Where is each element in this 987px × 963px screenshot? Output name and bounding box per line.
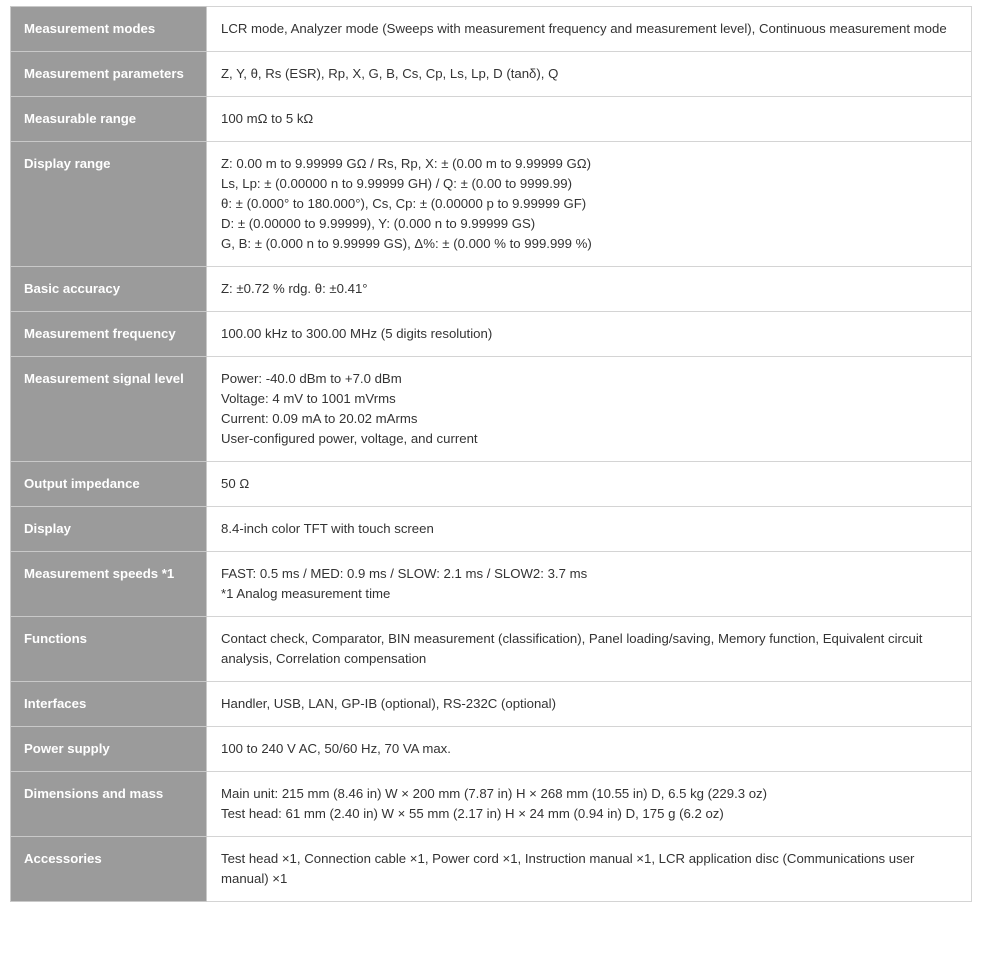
spec-value: [207, 142, 972, 267]
spec-value-line: User-configured power, voltage, and current: [221, 431, 478, 446]
spec-row-measurement-signal-level: [11, 357, 972, 462]
spec-value: [207, 462, 972, 507]
spec-value: [207, 507, 972, 552]
spec-row-measurable-range: [11, 97, 972, 142]
spec-row-dimensions-and-mass: [11, 772, 972, 837]
spec-value: [207, 727, 972, 772]
spec-value: [207, 357, 972, 462]
spec-value: [207, 267, 972, 312]
spec-row-power-supply: [11, 727, 972, 772]
spec-value: [207, 617, 972, 682]
spec-value: [207, 52, 972, 97]
spec-value: [207, 837, 972, 902]
spec-label: Measurement modes: [11, 7, 207, 52]
spec-value-line: Power: -40.0 dBm to +7.0 dBm: [221, 371, 402, 386]
spec-label: Measurement signal level: [11, 357, 207, 462]
spec-value-line: θ: ± (0.000° to 180.000°), Cs, Cp: ± (0.00000 p to 9.99999 GF): [221, 196, 587, 211]
spec-value-line: 100 mΩ to 5 kΩ: [221, 111, 314, 126]
spec-value: [207, 7, 972, 52]
spec-row-display-range: [11, 142, 972, 267]
spec-label: Display range: [11, 142, 207, 267]
spec-label: Power supply: [11, 727, 207, 772]
spec-value: [207, 772, 972, 837]
spec-label: Functions: [11, 617, 207, 682]
spec-value-line: Z: 0.00 m to 9.99999 GΩ / Rs, Rp, X: ± (0.00 m to 9.99999 GΩ): [221, 156, 591, 171]
spec-value-line: Z: ±0.72 % rdg. θ: ±0.41°: [221, 281, 368, 296]
spec-label: Display: [11, 507, 207, 552]
spec-value-line: Main unit: 215 mm (8.46 in) W × 200 mm (7.87 in) H × 268 mm (10.55 in) D, 6.5 kg (229.3 oz): [221, 786, 768, 801]
spec-value-line: Contact check, Comparator, BIN measurement (classification), Panel loading/saving, Memory function, Equivalent circuit analysis, Correlation compensation: [221, 631, 923, 666]
spec-row-basic-accuracy: [11, 267, 972, 312]
spec-value: [207, 552, 972, 617]
spec-value-line: 100.00 kHz to 300.00 MHz (5 digits resolution): [221, 326, 493, 341]
spec-label: Measurement speeds *1: [11, 552, 207, 617]
spec-value-line: FAST: 0.5 ms / MED: 0.9 ms / SLOW: 2.1 ms / SLOW2: 3.7 ms: [221, 566, 588, 581]
spec-value-line: Test head ×1, Connection cable ×1, Power cord ×1, Instruction manual ×1, LCR application disc (Communications user manual) ×1: [221, 851, 915, 886]
spec-value: [207, 97, 972, 142]
spec-row-accessories: [11, 837, 972, 902]
spec-label: Output impedance: [11, 462, 207, 507]
spec-label: Basic accuracy: [11, 267, 207, 312]
spec-row-measurement-parameters: [11, 52, 972, 97]
spec-value-line: D: ± (0.00000 to 9.99999), Y: (0.000 n to 9.99999 GS): [221, 216, 536, 231]
spec-row-measurement-modes: [11, 7, 972, 52]
spec-row-display: [11, 507, 972, 552]
spec-row-measurement-frequency: [11, 312, 972, 357]
spec-value-line: Ls, Lp: ± (0.00000 n to 9.99999 GH) / Q: ± (0.00 to 9999.99): [221, 176, 572, 191]
spec-value-line: *1 Analog measurement time: [221, 586, 391, 601]
spec-label: Measurable range: [11, 97, 207, 142]
spec-value-line: Handler, USB, LAN, GP-IB (optional), RS-232C (optional): [221, 696, 556, 711]
spec-value: [207, 312, 972, 357]
spec-value-line: Current: 0.09 mA to 20.02 mArms: [221, 411, 418, 426]
spec-row-interfaces: [11, 682, 972, 727]
spec-row-measurement-speeds: [11, 552, 972, 617]
spec-label: Interfaces: [11, 682, 207, 727]
spec-value-line: 8.4-inch color TFT with touch screen: [221, 521, 434, 536]
spec-label: Measurement parameters: [11, 52, 207, 97]
spec-value-line: LCR mode, Analyzer mode (Sweeps with measurement frequency and measurement level), Continuous measurement mode: [221, 21, 947, 36]
spec-label: Accessories: [11, 837, 207, 902]
spec-label: Measurement frequency: [11, 312, 207, 357]
spec-label: Dimensions and mass: [11, 772, 207, 837]
specifications-table: [10, 6, 972, 902]
spec-value-line: 100 to 240 V AC, 50/60 Hz, 70 VA max.: [221, 741, 451, 756]
spec-value-line: 50 Ω: [221, 476, 250, 491]
spec-row-output-impedance: [11, 462, 972, 507]
spec-row-functions: [11, 617, 972, 682]
spec-value-line: Test head: 61 mm (2.40 in) W × 55 mm (2.17 in) H × 24 mm (0.94 in) D, 175 g (6.2 oz): [221, 806, 724, 821]
spec-value-line: Z, Y, θ, Rs (ESR), Rp, X, G, B, Cs, Cp, Ls, Lp, D (tanδ), Q: [221, 66, 559, 81]
spec-value-line: Voltage: 4 mV to 1001 mVrms: [221, 391, 396, 406]
spec-value-line: G, B: ± (0.000 n to 9.99999 GS), Δ%: ± (0.000 % to 999.999 %): [221, 236, 592, 251]
spec-value: [207, 682, 972, 727]
